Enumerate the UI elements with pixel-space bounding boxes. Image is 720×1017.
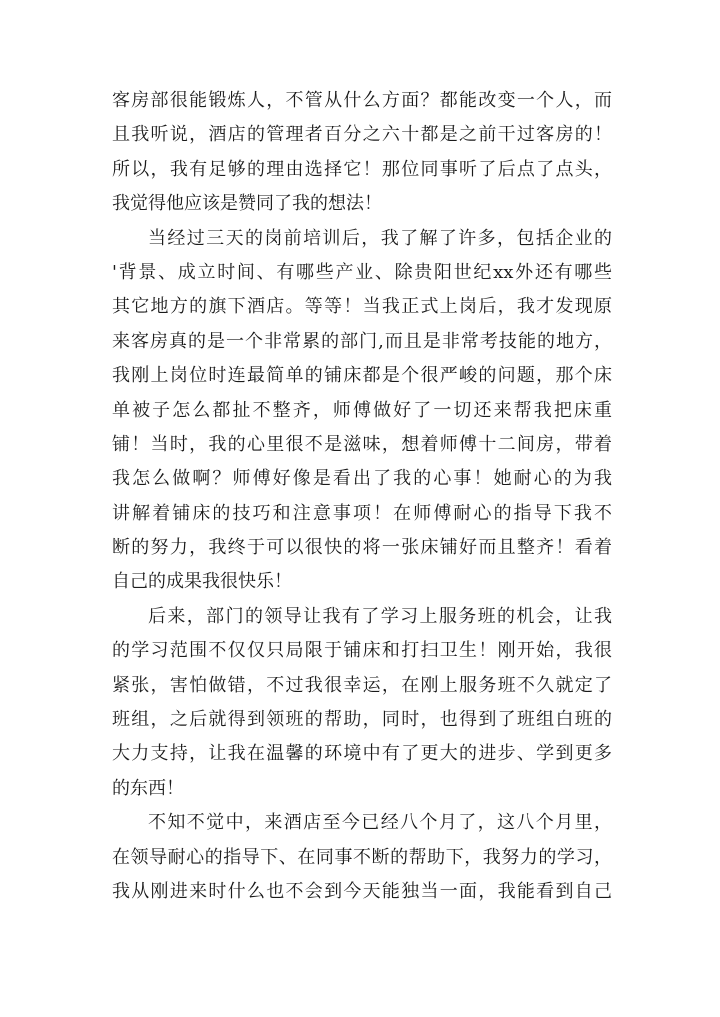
text-line: 我刚上岗位时连最简单的铺床都是个很严峻的问题，那个床 bbox=[112, 365, 612, 387]
document-body bbox=[112, 84, 612, 909]
text-line: 所以，我有足够的理由选择它！那位同事听了后点了点头， bbox=[112, 158, 612, 180]
text-line: 客房部很能锻炼人，不管从什么方面？都能改变一个人，而 bbox=[112, 90, 612, 111]
text-line: 当经过三天的岗前培训后，我了解了许多，包括企业的 bbox=[148, 227, 612, 249]
text-line: 断的努力，我终于可以很快的将一张床铺好而且整齐！看着 bbox=[112, 537, 612, 559]
text-line: 且我听说，酒店的管理者百分之六十都是之前干过客房的！ bbox=[112, 124, 612, 146]
paragraph-4 bbox=[112, 806, 612, 909]
text-line: 的东西！ bbox=[112, 777, 184, 799]
text-line: 我觉得他应该是赞同了我的想法！ bbox=[112, 193, 382, 215]
text-line: 的学习范围不仅仅只局限于铺床和打扫卫生！刚开始，我很 bbox=[112, 640, 612, 662]
text-line: 讲解着铺床的技巧和注意事项！在师傅耐心的指导下我不 bbox=[112, 502, 612, 524]
text-line: 班组，之后就得到领班的帮助，同时，也得到了班组白班的 bbox=[112, 709, 612, 731]
text-line: 后来，部门的领导让我有了学习上服务班的机会，让我 bbox=[148, 605, 612, 627]
text-line: 单被子怎么都扯不整齐，师傅做好了一切还来帮我把床重 bbox=[112, 399, 612, 421]
text-line: 在领导耐心的指导下、在同事不断的帮助下，我努力的学习， bbox=[112, 846, 612, 868]
text-line: 紧张，害怕做错，不过我很幸运，在刚上服务班不久就定了 bbox=[112, 674, 612, 696]
text-line: 铺！当时，我的心里很不是滋味，想着师傅十二间房，带着 bbox=[112, 433, 612, 455]
text-line: 来客房真的是一个非常累的部门,而且是非常考技能的地方， bbox=[112, 330, 612, 352]
text-line: 其它地方的旗下酒店。等等！当我正式上岗后，我才发现原 bbox=[112, 296, 612, 318]
text-line: '背景、成立时间、有哪些产业、除贵阳世纪xx外还有哪些 bbox=[112, 261, 612, 283]
text-line: 我从刚进来时什么也不会到今天能独当一面，我能看到自己 bbox=[112, 880, 612, 902]
paragraph-3 bbox=[112, 600, 612, 806]
paragraph-2 bbox=[112, 222, 612, 600]
text-line: 自己的成果我很快乐！ bbox=[112, 571, 292, 593]
text-line: 我怎么做啊？师傅好像是看出了我的心事！她耐心的为我 bbox=[112, 468, 612, 490]
paragraph-1 bbox=[112, 84, 612, 222]
text-line: 大力支持，让我在温馨的环境中有了更大的进步、学到更多 bbox=[112, 743, 612, 765]
text-line: 不知不觉中，来酒店至今已经八个月了，这八个月里， bbox=[148, 812, 612, 834]
